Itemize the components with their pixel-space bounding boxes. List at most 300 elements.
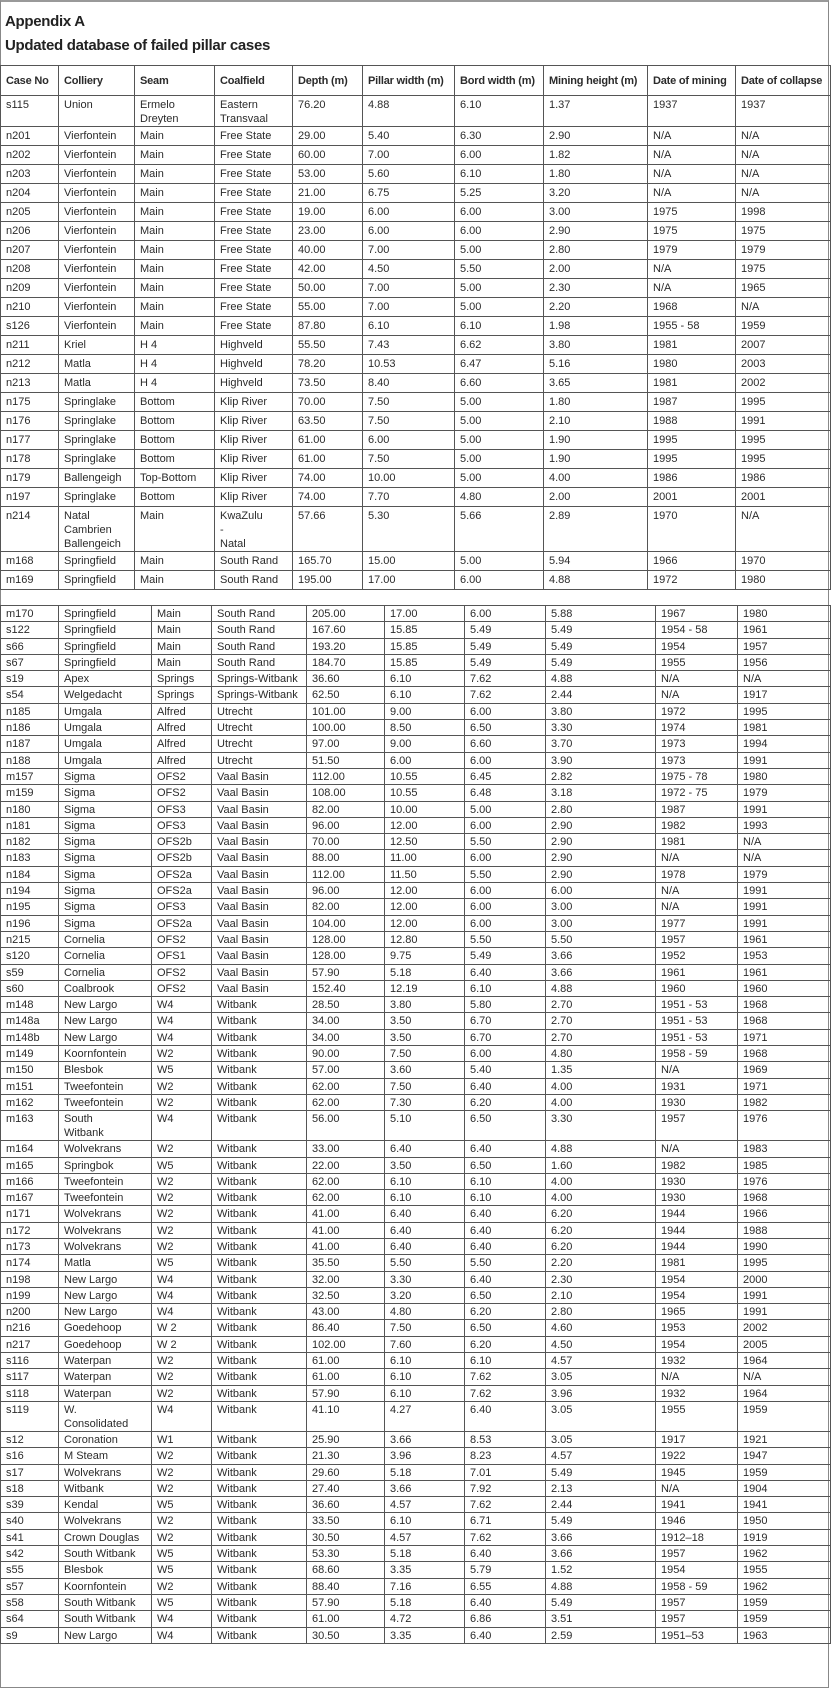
- cell-date-of-mining: 1968: [648, 298, 736, 317]
- cell-mining-height: 2.90: [544, 222, 648, 241]
- cell-bord-width: 5.00: [455, 279, 544, 298]
- cell-coalfield: Eastern Transvaal: [215, 96, 293, 127]
- cell-date-of-mining: 1965: [656, 1304, 738, 1320]
- cell-date-of-mining: 1967: [656, 606, 738, 622]
- cell-pillar-width: 3.80: [385, 997, 465, 1013]
- cell-seam: Main: [135, 146, 215, 165]
- cell-date-of-collapse: 1950: [738, 1513, 831, 1529]
- cell-date-of-collapse: N/A: [736, 298, 831, 317]
- table-row: [1, 1206, 831, 1222]
- cell-seam: Main: [135, 279, 215, 298]
- cell-pillar-width: 6.10: [385, 1173, 465, 1189]
- cell-coalfield: Utrecht: [212, 720, 307, 736]
- cell-depth: 33.00: [307, 1141, 385, 1157]
- cell-date-of-collapse: 1957: [738, 638, 831, 654]
- cell-mining-height: 4.88: [546, 671, 656, 687]
- cell-bord-width: 6.40: [465, 964, 546, 980]
- cell-colliery: Wolvekrans: [59, 1464, 152, 1480]
- table-row: [1, 654, 831, 670]
- cell-coalfield: Free State: [215, 222, 293, 241]
- cell-pillar-width: 6.00: [363, 222, 455, 241]
- cell-depth: 30.50: [307, 1529, 385, 1545]
- table-row: [1, 298, 831, 317]
- cell-depth: 41.00: [307, 1222, 385, 1238]
- cell-seam: OFS3: [152, 899, 212, 915]
- cell-case-no: s126: [1, 317, 59, 336]
- cell-depth: 35.50: [307, 1255, 385, 1271]
- cell-seam: Alfred: [152, 752, 212, 768]
- cell-date-of-mining: 1922: [656, 1448, 738, 1464]
- cell-pillar-width: 12.80: [385, 931, 465, 947]
- cell-colliery: Crown Douglas: [59, 1529, 152, 1545]
- cell-coalfield: Witbank: [212, 1157, 307, 1173]
- cell-colliery: Sigma: [59, 768, 152, 784]
- cell-bord-width: 6.00: [455, 222, 544, 241]
- cell-depth: 29.60: [307, 1464, 385, 1480]
- cell-depth: 34.00: [307, 1029, 385, 1045]
- cell-depth: 53.30: [307, 1546, 385, 1562]
- cell-seam: OFS2a: [152, 915, 212, 931]
- column-header-date-of-collapse: Date of collapse: [736, 66, 831, 96]
- cell-depth: 22.00: [307, 1157, 385, 1173]
- cell-date-of-mining: 1951 - 53: [656, 1013, 738, 1029]
- cell-date-of-collapse: 1983: [738, 1141, 831, 1157]
- cell-case-no: n195: [1, 899, 59, 915]
- cell-pillar-width: 3.20: [385, 1287, 465, 1303]
- cell-colliery: Springfield: [59, 654, 152, 670]
- cell-pillar-width: 15.85: [385, 654, 465, 670]
- cell-mining-height: 2.70: [546, 997, 656, 1013]
- cell-pillar-width: 6.10: [363, 317, 455, 336]
- cell-bord-width: 6.55: [465, 1578, 546, 1594]
- cell-colliery: Vierfontein: [59, 279, 135, 298]
- cell-case-no: n176: [1, 412, 59, 431]
- cell-date-of-collapse: 1959: [738, 1464, 831, 1480]
- cell-colliery: Sigma: [59, 785, 152, 801]
- cell-pillar-width: 12.19: [385, 980, 465, 996]
- cell-date-of-mining: 1981: [648, 374, 736, 393]
- cell-pillar-width: 6.40: [385, 1141, 465, 1157]
- cell-seam: W5: [152, 1157, 212, 1173]
- cell-pillar-width: 10.00: [385, 801, 465, 817]
- table-row: [1, 1013, 831, 1029]
- table-row: [1, 1513, 831, 1529]
- cell-mining-height: 4.50: [546, 1336, 656, 1352]
- cell-date-of-mining: 1912–18: [656, 1529, 738, 1545]
- cell-mining-height: 2.70: [546, 1013, 656, 1029]
- cell-bord-width: 6.20: [465, 1304, 546, 1320]
- cell-seam: W4: [152, 1611, 212, 1627]
- cell-date-of-mining: 1975: [648, 222, 736, 241]
- cell-case-no: m157: [1, 768, 59, 784]
- cell-bord-width: 5.50: [465, 931, 546, 947]
- cell-case-no: s64: [1, 1611, 59, 1627]
- cell-seam: W2: [152, 1578, 212, 1594]
- cell-date-of-collapse: 1991: [738, 1304, 831, 1320]
- cell-mining-height: 4.57: [546, 1448, 656, 1464]
- cell-date-of-collapse: 1986: [736, 469, 831, 488]
- table-title: Updated database of failed pillar cases: [5, 37, 271, 54]
- cell-date-of-collapse: 1991: [736, 412, 831, 431]
- cell-depth: 28.50: [307, 997, 385, 1013]
- cell-date-of-collapse: 1991: [738, 801, 831, 817]
- cell-pillar-width: 4.50: [363, 260, 455, 279]
- cell-seam: W2: [152, 1238, 212, 1254]
- cell-pillar-width: 3.66: [385, 1480, 465, 1496]
- cell-bord-width: 6.50: [465, 1287, 546, 1303]
- cell-seam: OFS2: [152, 768, 212, 784]
- cell-coalfield: Witbank: [212, 1173, 307, 1189]
- cell-date-of-mining: 1930: [656, 1190, 738, 1206]
- cell-colliery: Vierfontein: [59, 127, 135, 146]
- cell-colliery: Vierfontein: [59, 165, 135, 184]
- cell-pillar-width: 3.35: [385, 1627, 465, 1643]
- table-row: [1, 948, 831, 964]
- cell-date-of-mining: 1987: [648, 393, 736, 412]
- cell-coalfield: Witbank: [212, 1578, 307, 1594]
- cell-date-of-mining: 1954 - 58: [656, 622, 738, 638]
- cell-mining-height: 3.66: [546, 1546, 656, 1562]
- cell-depth: 70.00: [307, 834, 385, 850]
- cell-date-of-mining: N/A: [648, 146, 736, 165]
- cell-bord-width: 7.01: [465, 1464, 546, 1480]
- cell-date-of-mining: N/A: [648, 260, 736, 279]
- cell-date-of-collapse: 1976: [738, 1111, 831, 1141]
- cell-mining-height: 1.98: [544, 317, 648, 336]
- cell-seam: Main: [135, 298, 215, 317]
- cell-pillar-width: 5.18: [385, 1546, 465, 1562]
- cell-date-of-mining: 1988: [648, 412, 736, 431]
- cell-colliery: New Largo: [59, 1304, 152, 1320]
- cell-seam: W2: [152, 1190, 212, 1206]
- cell-depth: 165.70: [293, 552, 363, 571]
- cell-case-no: m148a: [1, 1013, 59, 1029]
- cell-pillar-width: 7.00: [363, 146, 455, 165]
- table-row: [1, 241, 831, 260]
- cell-bord-width: 6.10: [465, 980, 546, 996]
- cell-date-of-mining: N/A: [648, 127, 736, 146]
- cell-coalfield: Witbank: [212, 1320, 307, 1336]
- cell-date-of-mining: 1917: [656, 1431, 738, 1447]
- cell-colliery: Cornelia: [59, 964, 152, 980]
- cell-date-of-mining: 1957: [656, 1546, 738, 1562]
- cell-pillar-width: 11.00: [385, 850, 465, 866]
- cell-pillar-width: 12.00: [385, 899, 465, 915]
- table-row: [1, 393, 831, 412]
- cell-coalfield: Witbank: [212, 1513, 307, 1529]
- cell-coalfield: Witbank: [212, 1611, 307, 1627]
- table-row: [1, 1464, 831, 1480]
- cell-depth: 96.00: [307, 883, 385, 899]
- cell-date-of-mining: 1977: [656, 915, 738, 931]
- cell-case-no: n198: [1, 1271, 59, 1287]
- table-row: [1, 1353, 831, 1369]
- cell-depth: 82.00: [307, 899, 385, 915]
- cell-mining-height: 3.80: [546, 703, 656, 719]
- cell-date-of-mining: N/A: [656, 1062, 738, 1078]
- cell-pillar-width: 6.00: [363, 203, 455, 222]
- cell-seam: W5: [152, 1497, 212, 1513]
- table-row: [1, 671, 831, 687]
- cell-colliery: Goedehoop: [59, 1320, 152, 1336]
- cell-bord-width: 6.00: [465, 606, 546, 622]
- cell-depth: 86.40: [307, 1320, 385, 1336]
- cell-date-of-mining: 1954: [656, 1271, 738, 1287]
- cell-depth: 53.00: [293, 165, 363, 184]
- cell-pillar-width: 17.00: [385, 606, 465, 622]
- cell-seam: W2: [152, 1141, 212, 1157]
- cell-coalfield: Witbank: [212, 1206, 307, 1222]
- table-row: [1, 1046, 831, 1062]
- table-row: [1, 1094, 831, 1110]
- cell-coalfield: Vaal Basin: [212, 899, 307, 915]
- cell-seam: Main: [152, 606, 212, 622]
- table-row: [1, 883, 831, 899]
- cell-bord-width: 6.50: [465, 1157, 546, 1173]
- cell-seam: W4: [152, 1401, 212, 1431]
- cell-date-of-mining: 1973: [656, 752, 738, 768]
- cell-coalfield: South Rand: [212, 622, 307, 638]
- cell-date-of-collapse: N/A: [736, 146, 831, 165]
- cell-depth: 25.90: [307, 1431, 385, 1447]
- cell-colliery: Umgala: [59, 703, 152, 719]
- cell-coalfield: Witbank: [212, 1497, 307, 1513]
- cell-case-no: n200: [1, 1304, 59, 1320]
- table-row: [1, 1078, 831, 1094]
- cell-pillar-width: 5.18: [385, 1464, 465, 1480]
- cell-depth: 193.20: [307, 638, 385, 654]
- cell-date-of-collapse: 1985: [738, 1157, 831, 1173]
- cell-case-no: n199: [1, 1287, 59, 1303]
- cell-depth: 97.00: [307, 736, 385, 752]
- cell-case-no: m150: [1, 1062, 59, 1078]
- cell-pillar-width: 6.10: [385, 1190, 465, 1206]
- cell-bord-width: 6.00: [465, 752, 546, 768]
- cell-mining-height: 2.90: [546, 817, 656, 833]
- cell-mining-height: 3.96: [546, 1385, 656, 1401]
- cell-date-of-mining: 1955 - 58: [648, 317, 736, 336]
- cell-colliery: Union: [59, 96, 135, 127]
- cell-seam: OFS2a: [152, 883, 212, 899]
- cell-coalfield: Witbank: [212, 1448, 307, 1464]
- table-row: [1, 817, 831, 833]
- cell-mining-height: 2.90: [546, 850, 656, 866]
- table-row: [1, 915, 831, 931]
- cell-colliery: Vierfontein: [59, 317, 135, 336]
- cell-coalfield: Klip River: [215, 431, 293, 450]
- cell-colliery: Vierfontein: [59, 241, 135, 260]
- cell-pillar-width: 17.00: [363, 571, 455, 590]
- column-header-date-of-mining: Date of mining: [648, 66, 736, 96]
- cell-bord-width: 6.00: [465, 883, 546, 899]
- cell-case-no: n209: [1, 279, 59, 298]
- cell-bord-width: 6.10: [455, 317, 544, 336]
- cell-date-of-mining: 1954: [656, 638, 738, 654]
- cell-date-of-collapse: 2005: [738, 1336, 831, 1352]
- cell-mining-height: 1.90: [544, 431, 648, 450]
- cell-colliery: Wolvekrans: [59, 1513, 152, 1529]
- cell-bord-width: 6.50: [465, 1320, 546, 1336]
- table-row: [1, 1255, 831, 1271]
- cell-case-no: m159: [1, 785, 59, 801]
- cell-coalfield: Vaal Basin: [212, 834, 307, 850]
- cell-pillar-width: 11.50: [385, 866, 465, 882]
- table-row: [1, 752, 831, 768]
- cell-date-of-mining: N/A: [648, 184, 736, 203]
- cell-depth: 68.60: [307, 1562, 385, 1578]
- cell-mining-height: 4.60: [546, 1320, 656, 1336]
- cell-depth: 60.00: [293, 146, 363, 165]
- cell-bord-width: 5.50: [465, 866, 546, 882]
- table-row: [1, 450, 831, 469]
- cell-date-of-collapse: N/A: [738, 671, 831, 687]
- cell-pillar-width: 5.18: [385, 1594, 465, 1610]
- cell-coalfield: Witbank: [212, 1546, 307, 1562]
- cell-date-of-collapse: 1956: [738, 654, 831, 670]
- cell-seam: Main: [135, 571, 215, 590]
- cell-coalfield: Witbank: [212, 1287, 307, 1303]
- cell-date-of-collapse: 1917: [738, 687, 831, 703]
- cell-date-of-mining: 1972: [656, 703, 738, 719]
- cell-case-no: n208: [1, 260, 59, 279]
- cell-mining-height: 1.60: [546, 1157, 656, 1173]
- cell-bord-width: 5.49: [465, 654, 546, 670]
- cell-date-of-collapse: 1970: [736, 552, 831, 571]
- cell-colliery: Vierfontein: [59, 260, 135, 279]
- cell-colliery: New Largo: [59, 1287, 152, 1303]
- cell-seam: W2: [152, 1046, 212, 1062]
- cell-date-of-mining: N/A: [656, 671, 738, 687]
- cell-seam: H 4: [135, 355, 215, 374]
- cell-coalfield: Witbank: [212, 1594, 307, 1610]
- cell-date-of-mining: 1986: [648, 469, 736, 488]
- table-row: [1, 1448, 831, 1464]
- cell-coalfield: Witbank: [212, 1255, 307, 1271]
- cell-mining-height: 2.20: [544, 298, 648, 317]
- table-header-row: [1, 66, 831, 96]
- cell-seam: W4: [152, 1627, 212, 1643]
- cell-depth: 55.50: [293, 336, 363, 355]
- cell-coalfield: Witbank: [212, 1464, 307, 1480]
- cell-case-no: n206: [1, 222, 59, 241]
- cell-coalfield: Klip River: [215, 412, 293, 431]
- cell-depth: 36.60: [307, 671, 385, 687]
- cell-bord-width: 5.50: [465, 834, 546, 850]
- cell-depth: 41.10: [307, 1401, 385, 1431]
- cell-depth: 57.90: [307, 964, 385, 980]
- cell-date-of-collapse: 1962: [738, 1546, 831, 1562]
- cell-depth: 21.00: [293, 184, 363, 203]
- cell-date-of-collapse: 1991: [738, 1287, 831, 1303]
- cell-depth: 152.40: [307, 980, 385, 996]
- cell-seam: Main: [135, 127, 215, 146]
- cell-coalfield: Klip River: [215, 469, 293, 488]
- table-row: [1, 931, 831, 947]
- cell-bord-width: 6.70: [465, 1029, 546, 1045]
- cell-seam: Alfred: [152, 703, 212, 719]
- cell-mining-height: 6.20: [546, 1206, 656, 1222]
- cell-colliery: South Witbank: [59, 1546, 152, 1562]
- cell-mining-height: 2.44: [546, 687, 656, 703]
- cell-case-no: m162: [1, 1094, 59, 1110]
- column-header-coalfield: Coalfield: [215, 66, 293, 96]
- cell-seam: W2: [152, 1385, 212, 1401]
- cell-coalfield: Vaal Basin: [212, 883, 307, 899]
- table-row: [1, 507, 831, 552]
- cell-mining-height: 3.20: [544, 184, 648, 203]
- cell-mining-height: 3.00: [546, 899, 656, 915]
- cell-case-no: n177: [1, 431, 59, 450]
- cell-colliery: New Largo: [59, 1271, 152, 1287]
- cell-colliery: Wolvekrans: [59, 1206, 152, 1222]
- cell-colliery: Sigma: [59, 817, 152, 833]
- cell-coalfield: Springs-Witbank: [212, 687, 307, 703]
- cell-date-of-collapse: 1968: [738, 1046, 831, 1062]
- cell-depth: 74.00: [293, 488, 363, 507]
- cell-colliery: Sigma: [59, 866, 152, 882]
- cell-colliery: Vierfontein: [59, 146, 135, 165]
- cell-seam: W4: [152, 1287, 212, 1303]
- cell-pillar-width: 3.30: [385, 1271, 465, 1287]
- cell-colliery: Waterpan: [59, 1353, 152, 1369]
- cell-date-of-collapse: 1968: [738, 997, 831, 1013]
- cell-seam: Bottom: [135, 412, 215, 431]
- cell-case-no: m170: [1, 606, 59, 622]
- cell-date-of-mining: 1937: [648, 96, 736, 127]
- cell-depth: 76.20: [293, 96, 363, 127]
- cell-date-of-mining: 1930: [656, 1173, 738, 1189]
- cell-date-of-mining: 1975 - 78: [656, 768, 738, 784]
- cell-case-no: m148: [1, 997, 59, 1013]
- cell-seam: Main: [135, 165, 215, 184]
- cell-bord-width: 6.10: [455, 165, 544, 184]
- cell-pillar-width: 7.00: [363, 279, 455, 298]
- cell-depth: 102.00: [307, 1336, 385, 1352]
- cell-depth: 112.00: [307, 866, 385, 882]
- cell-pillar-width: 12.00: [385, 883, 465, 899]
- cell-depth: 82.00: [307, 801, 385, 817]
- table-row: [1, 980, 831, 996]
- cell-pillar-width: 6.40: [385, 1206, 465, 1222]
- cell-pillar-width: 7.50: [385, 1320, 465, 1336]
- cell-seam: W5: [152, 1255, 212, 1271]
- cell-date-of-collapse: 1979: [736, 241, 831, 260]
- cell-seam: W4: [152, 1111, 212, 1141]
- cell-pillar-width: 4.27: [385, 1401, 465, 1431]
- cell-seam: W2: [152, 1448, 212, 1464]
- cell-date-of-mining: 1955: [656, 654, 738, 670]
- cell-case-no: s120: [1, 948, 59, 964]
- cell-depth: 61.00: [307, 1369, 385, 1385]
- cell-bord-width: 5.00: [455, 412, 544, 431]
- cell-mining-height: 5.49: [546, 638, 656, 654]
- cell-mining-height: 2.00: [544, 260, 648, 279]
- cell-bord-width: 6.40: [465, 1238, 546, 1254]
- cell-depth: 73.50: [293, 374, 363, 393]
- cell-seam: Main: [135, 241, 215, 260]
- cell-colliery: Sigma: [59, 883, 152, 899]
- cell-seam: OFS2: [152, 931, 212, 947]
- cell-date-of-collapse: 1959: [736, 317, 831, 336]
- cell-mining-height: 3.66: [546, 964, 656, 980]
- cell-mining-height: 2.00: [544, 488, 648, 507]
- failed-pillar-table-part-1: [0, 65, 831, 590]
- cell-bord-width: 5.79: [465, 1562, 546, 1578]
- cell-coalfield: Witbank: [212, 1385, 307, 1401]
- cell-depth: 104.00: [307, 915, 385, 931]
- cell-mining-height: 4.88: [546, 980, 656, 996]
- cell-case-no: m163: [1, 1111, 59, 1141]
